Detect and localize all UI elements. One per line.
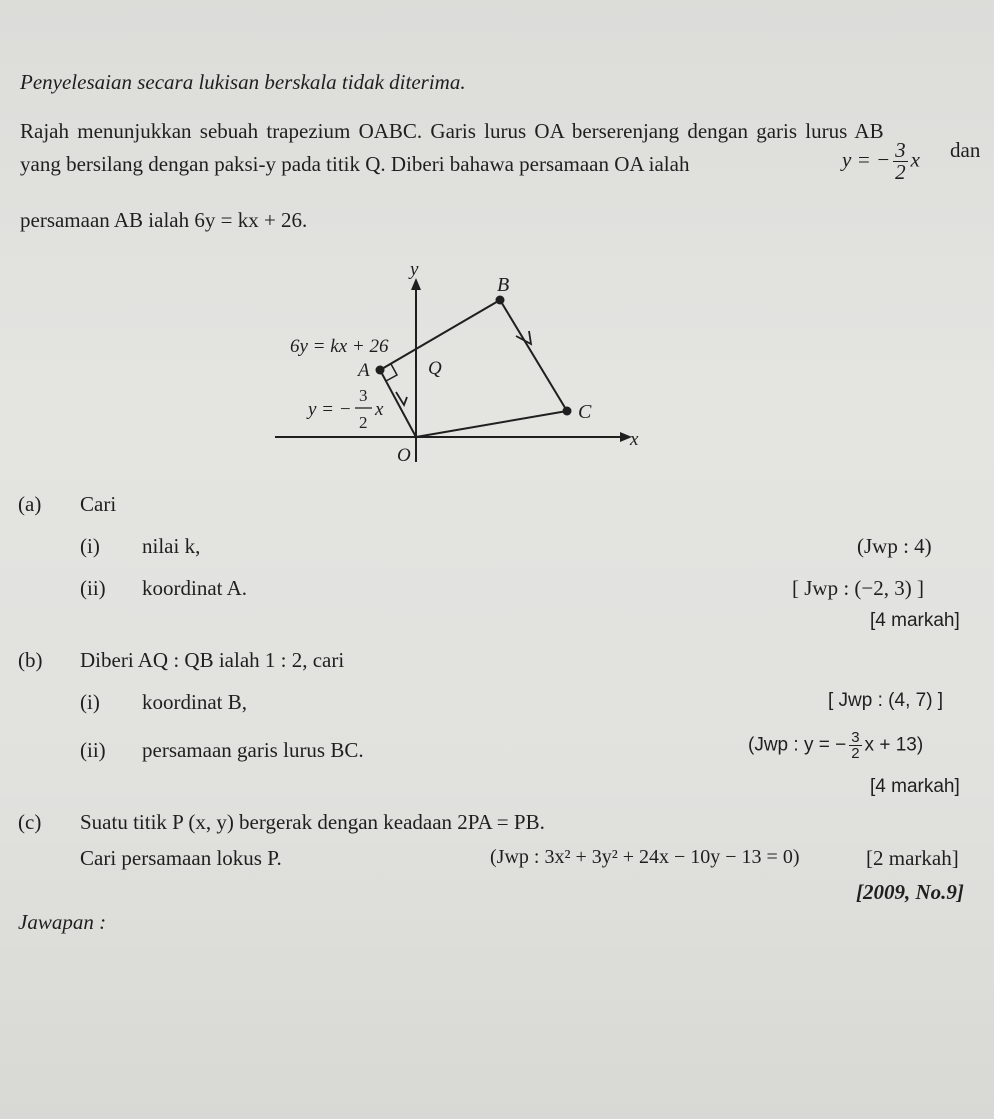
- jawapan-label: Jawapan :: [18, 910, 107, 934]
- part-b-label: (b): [18, 648, 43, 672]
- origin-label: O: [397, 445, 411, 466]
- point-q-label: Q: [428, 358, 442, 379]
- part-b-marks: [4 markah]: [870, 776, 960, 797]
- part-b-i-answer: [ Jwp : (4, 7) ]: [828, 690, 944, 711]
- ab-equation-label: 6y = kx + 26: [290, 336, 389, 357]
- part-b-ii-answer-fraction: [849, 730, 861, 761]
- part-c-label: (c): [18, 810, 42, 834]
- instruction-note: Penyelesaian secara lukisan berskala tidak diterima.: [20, 70, 466, 94]
- oa-equation-label-den: 2: [359, 413, 368, 432]
- part-b-ii-answer-numerator: 3: [851, 729, 860, 746]
- part-c-answer: (Jwp : 3x² + 3y² + 24x − 10y − 13 = 0): [490, 846, 800, 868]
- line-oc: [416, 411, 567, 437]
- question-line-2-dan: dan: [950, 138, 981, 162]
- part-c-marks: [2 markah]: [866, 846, 959, 870]
- part-b-title: Diberi AQ : QB ialah 1 : 2, cari: [80, 648, 345, 672]
- point-a-dot: [376, 366, 385, 375]
- part-b-i-label: (i): [80, 690, 100, 714]
- question-line-1: Rajah menunjukkan sebuah trapezium OABC. Garis lurus OA berserenjang dengan garis lurus AB: [20, 119, 884, 143]
- question-source: [2009, No.9]: [856, 880, 964, 904]
- oa-equation-label-var: x: [375, 399, 384, 420]
- part-b-i-text: koordinat B,: [142, 690, 247, 714]
- part-a-title: Cari: [80, 492, 117, 516]
- part-b-ii-answer-denominator: 2: [851, 745, 860, 762]
- part-c-line-1: Suatu titik P (x, y) bergerak dengan keadaan 2PA = PB.: [80, 810, 545, 834]
- part-a-marks: [4 markah]: [870, 610, 960, 631]
- question-line-3: persamaan AB ialah 6y = kx + 26.: [20, 208, 308, 232]
- oa-equation-label-num: 3: [359, 386, 368, 405]
- y-axis-label: y: [410, 259, 419, 280]
- part-a-ii-text: koordinat A.: [142, 576, 247, 600]
- part-a-ii-answer: [ Jwp : (−2, 3) ]: [792, 576, 924, 600]
- part-c-line-2: Cari persamaan lokus P.: [80, 846, 282, 870]
- part-a-i-text: nilai k,: [142, 534, 201, 558]
- line-bc: [500, 300, 567, 411]
- part-a-i-label: (i): [80, 534, 100, 558]
- x-axis-label: x: [630, 429, 639, 450]
- point-c-dot: [563, 407, 572, 416]
- part-b-ii-label: (ii): [80, 738, 106, 762]
- oa-equation-denominator: 2: [895, 160, 906, 184]
- point-a-label: A: [358, 360, 370, 381]
- part-a-i-answer: (Jwp : 4): [857, 534, 932, 558]
- oa-equation-numerator: 3: [895, 138, 906, 162]
- part-b-ii-text: persamaan garis lurus BC.: [142, 738, 364, 762]
- part-b-ii-answer: [748, 730, 923, 761]
- oa-equation-lhs: y = −: [842, 147, 891, 172]
- part-b-ii-answer-pre: (Jwp : y = −: [748, 734, 847, 756]
- question-line-2-text: yang bersilang dengan paksi-y pada titik Q. Diberi bahawa persamaan OA ialah: [20, 152, 690, 176]
- part-a-label: (a): [18, 492, 42, 516]
- part-b-ii-answer-post: x + 13): [864, 734, 924, 756]
- line-oa: [380, 370, 416, 437]
- point-c-label: C: [578, 401, 592, 423]
- oa-equation-var: x: [910, 147, 920, 172]
- point-b-dot: [496, 296, 505, 305]
- part-a-ii-label: (ii): [80, 576, 106, 600]
- point-b-label: B: [497, 274, 510, 296]
- oa-equation-label-lhs: y = −: [308, 399, 352, 420]
